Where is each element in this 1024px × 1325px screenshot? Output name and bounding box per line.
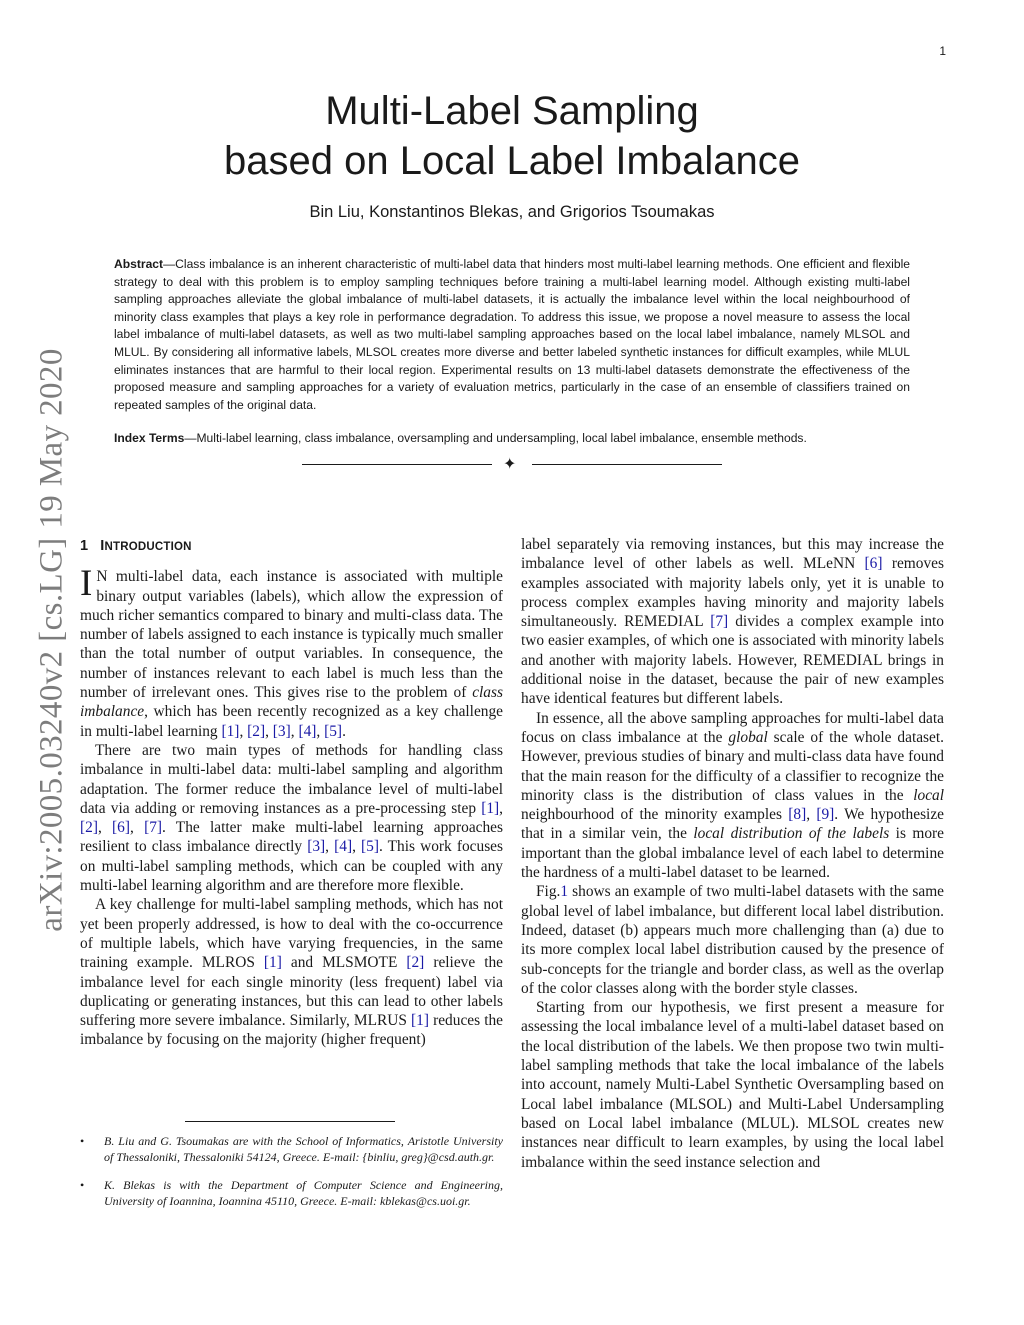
drop-cap: I [80, 563, 93, 605]
intro-paragraph-1: I N multi-label data, each instance is associated with multiple binary output variables (labels), which allow the expression of much richer semantics compared to binary and multi-class data. The number of labels assigned to each instance is typically much smaller than the total number of output variables. In consequence, the number of instances relevant to each label is much less than the number of irrelevant ones. This gives rise to the problem of class imbalance, which has been recently recognized as a key challenge in multi-label learning [1], [2], [3], [4], [5]. [80, 563, 503, 740]
footnote-rule [185, 1121, 395, 1122]
paragraph-text: . This work focuses on multi-label sampling methods, which can be coupled with any multi-label learning algorithm and are therefore more flexible. [80, 838, 504, 895]
index-terms-text: —Multi-label learning, class imbalance, oversampling and undersampling, local label imbalance, ensemble methods. [184, 431, 807, 445]
paragraph-text: multi-label data, each instance is associated with multiple binary output variables (labels), which allow the expression of much richer semantics compared to binary and multi-class data. The number of labels assigned to each instance is typically much smaller than the total number of output variables. In consequence, the number of instances relevant to each label is much less than the number of irrelevant ones. This gives rise to the problem of [80, 568, 503, 702]
footnote-item [80, 1178, 503, 1209]
figure-ref-prefix: Fig. [536, 883, 561, 901]
divider-rule-left [302, 464, 492, 465]
citation-link[interactable]: [6] [864, 555, 883, 573]
footnote-text: B. Liu and G. Tsoumakas are with the School of Informatics, Aristotle University of Thessaloniki, Thessaloniki 54124, Greece. E-mail: {binliu, greg}@csd.auth.gr. [104, 1134, 503, 1164]
citation-link[interactable]: [9] [816, 806, 835, 824]
citation-link[interactable]: [7] [144, 819, 163, 837]
paragraph-text: In essence, all the above sampling approaches for multi-label data focus on class imbalance at the [521, 709, 944, 746]
paragraph-text: , which has been recently recognized as a key challenge in multi-label learning [80, 703, 503, 740]
paragraph-text: and MLSMOTE [281, 954, 407, 972]
paragraph-text: A key challenge for multi-label sampling methods, which has not yet been properly addressed, is how to deal with the co-occurrence of multiple labels, which have varying frequencies, in the same training example. MLROS [80, 896, 503, 972]
citation-link[interactable]: [7] [710, 613, 729, 631]
citation-link[interactable]: [5] [324, 722, 343, 740]
citation-link[interactable]: [2] [80, 819, 98, 837]
paragraph-text: removes examples associated with majority labels only, yet it is unable to process complex examples having minority and majority labels simultaneously. REMEDIAL [521, 555, 944, 631]
abstract-text: —Class imbalance is an inherent characteristic of multi-label data that hinders most multi-label learning methods. One efficient and flexible strategy to deal with this problem is to employ sampling techniques before training a multi-label learning model. Although existing multi-label sampling approaches alleviate the global imbalance of multi-label datasets, it is actually the imbalance level within the local neighbourhood of minority class examples that plays a key role in performance degradation. To address this issue, we propose a novel measure to assess the local label imbalance of multi-label datasets, as well as two multi-label sampling approaches based on the local label imbalance, namely MLSOL and MLUL. By considering all informative labels, MLSOL creates more diverse and better labeled synthetic instances for difficult examples, while MLUL eliminates instances that are harmful to their local region. Experimental results on 13 multi-label datasets demonstrate the effectiveness of the proposed measure and sampling approaches for a variety of evaluation metrics, particularly in the case of an ensemble of classifiers trained on repeated samples of the original data. [114, 257, 910, 412]
citation-link[interactable]: [4] [298, 722, 317, 740]
paragraph-text: Starting from our hypothesis, we first present a measure for assessing the local imbalance level of a multi-label dataset based on the local distribution of the labels. We then propose two twin multi-label sampling methods that take the local imbalance of the labels into account, namely Multi-Label Synthetic Oversampling based on Local label imbalance (MLSOL) and Multi-Label Undersampling based on Local label imbalance (MLUL). MLSOL creates new instances near difficult to learn examples, by using the local label imbalance within the seed instance selection and [521, 999, 944, 1171]
author-list: Bin Liu, Konstantinos Blekas, and Grigorios Tsoumakas [309, 203, 715, 221]
section-title-rest: NTRODUCTION [104, 541, 192, 553]
abstract [114, 256, 910, 414]
paragraph-text: shows an example of two multi-label datasets with the same global level of label imbalance, but different local label distribution. Indeed, dataset (b) appears much more challenging than (a) due to its more complex local label distribution caused by the presence of sub-concepts for the triangle and border class, as well as the overlap of the color classes along with the border style classes. [521, 883, 944, 997]
paragraph-text: relieve the imbalance level for each single minority (less frequent) label via duplicating or generating instances, but this can lead to other labels suffering more severe imbalance. Similarly, MLRUS [80, 954, 503, 1030]
citation-link[interactable]: [1] [481, 799, 500, 817]
paragraph-text: neighbourhood of the minority examples [521, 806, 789, 824]
citation-link[interactable]: [5] [361, 838, 379, 856]
intro-paragraph-7 [521, 998, 944, 1172]
emphasis: global [728, 728, 768, 746]
citation-link[interactable]: [4] [334, 838, 353, 856]
paragraph-text: divides a complex example into two easier examples, of which one is associated with minority labels and another with majority labels. However, REMEDIAL brings in additional noise in the dataset, because the pair of new examples have identical features but different labels. [521, 613, 944, 708]
paragraph-text: scale of the whole dataset. However, previous studies of binary and multi-class data have found that the main reason for the difficulty of a classifier to recognize the minority class is the distribution of class values in the [521, 728, 944, 804]
paragraph-text: . We hypothesize that in a similar vein, the [521, 806, 944, 843]
citation-link[interactable]: [3] [307, 838, 326, 856]
right-column [521, 535, 944, 1172]
emphasis: class imbalance [80, 684, 503, 721]
section-divider [302, 456, 722, 474]
intro-paragraph-6 [521, 882, 944, 998]
citation-link[interactable]: [2] [406, 954, 425, 972]
paragraph-text: is more important than the global imbalance level of each label to determine the hardness of a multi-label dataset to be learned. [521, 825, 944, 882]
section-heading [80, 537, 503, 557]
bullet-icon: • [80, 1178, 85, 1192]
paper-title-line-1: Multi-Label Sampling [325, 89, 699, 133]
paper-title [0, 86, 1024, 186]
paper-title-line-2: based on Local Label Imbalance [224, 139, 800, 183]
citation-link[interactable]: [2] [247, 722, 266, 740]
lead-in: N [96, 568, 108, 586]
citation-link[interactable]: [8] [788, 806, 807, 824]
citation-link[interactable]: [1] [411, 1012, 429, 1030]
bullet-icon: • [80, 1134, 85, 1148]
paragraph-text: There are two main types of methods for handling class imbalance in multi-label data: multi-label sampling and algorithm adaptation. The former reduce the imbalance level of multi-label data via adding or removing instances as a pre-processing step [80, 741, 503, 817]
figure-reference-link[interactable]: 1 [560, 883, 569, 901]
intro-paragraph-3 [80, 895, 503, 1049]
abstract-label: Abstract [114, 257, 164, 271]
emphasis: local [913, 786, 944, 804]
citation-link[interactable]: [6] [112, 819, 130, 837]
intro-paragraph-2: There are two main types of methods for handling class imbalance in multi-label data: multi-label sampling and algorithm adaptation. The former reduce the imbalance level of multi-label data via adding or removing instances as a pre-processing step [1], [2], [6], [7]. The latter make multi-label learning approaches resilient to class imbalance directly [3], [4], [5]. This work focuses on multi-label sampling methods, which can be coupled with any multi-label learning algorithm and are therefore more flexible. [80, 741, 504, 895]
divider-rule-right [532, 464, 722, 465]
citation-link[interactable]: [3] [272, 722, 291, 740]
footnotes [80, 1134, 503, 1222]
divider-star-icon: ✦ [503, 454, 517, 473]
citation-link[interactable]: [1] [263, 954, 282, 972]
citation-link[interactable]: [1] [221, 722, 240, 740]
paragraph-text: label separately via removing instances, but this may increase the imbalance level of other labels as well. MLeNN [521, 536, 944, 573]
left-column [80, 535, 503, 1050]
section-number: 1 [80, 538, 89, 554]
intro-paragraph-4 [521, 535, 944, 709]
arxiv-identifier-stamp: arXiv:2005.03240v2 [cs.LG] 19 May 2020 [33, 348, 70, 932]
emphasis: local distribution of the labels [693, 825, 890, 843]
index-terms-label: Index Terms [114, 431, 185, 445]
paragraph-text: . The latter make multi-label learning approaches resilient to class imbalance directly [80, 819, 503, 856]
index-terms [114, 430, 910, 448]
page-number: 1 [939, 44, 946, 58]
section-title-initial: I [100, 538, 105, 554]
paragraph-text: reduces the imbalance by focusing on the majority (higher frequent) [80, 1012, 503, 1049]
intro-paragraph-5: In essence, all the above sampling approaches for multi-label data focus on class imbalance at the global scale of the whole dataset. However, previous studies of binary and multi-class data have found that the main reason for the difficulty of a classifier to recognize the minority class is the distribution of class values in the local neighbourhood of the minority examples [8], [9]. We hypothesize that in a similar vein, the local distribution of the labels is more important than the global imbalance level of each label to determine the hardness of a multi-label dataset to be learned. [521, 709, 944, 882]
footnote-text: K. Blekas is with the Department of Computer Science and Engineering, University of Ioannina, Ioannina 45110, Greece. E-mail: kblekas@cs.uoi.gr. [104, 1178, 503, 1208]
footnote-item [80, 1134, 503, 1165]
